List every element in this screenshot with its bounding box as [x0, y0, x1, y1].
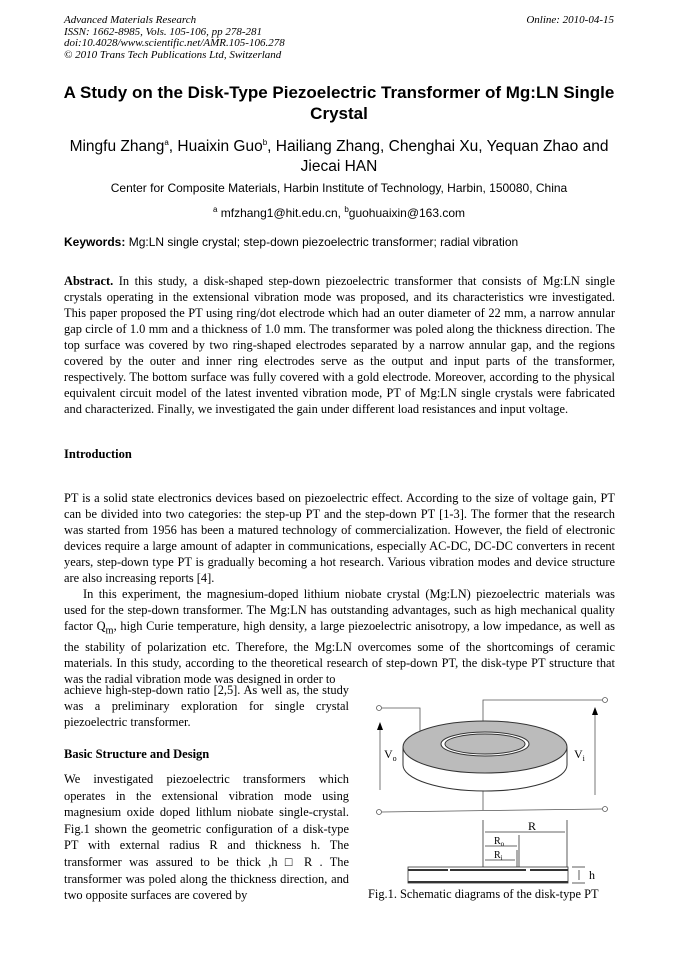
doi: doi:10.4028/www.scientific.net/AMR.105-106.278: [64, 37, 285, 49]
abstract: [64, 273, 615, 417]
text: In this experiment, the magnesium-doped lithium niobate crystal (Mg:LN) piezoelectric materials was used for the step-down transformer. The Mg:LN has outstanding advantages, such as high mechanical quality factor Q: [64, 587, 615, 633]
keywords-label: Keywords:: [64, 235, 126, 249]
paper-title: A Study on the Disk-Type Piezoelectric Transformer of Mg:LN Single Crystal: [63, 83, 615, 123]
keywords-text: Mg:LN single crystal; step-down piezoelectric transformer; radial vibration: [125, 235, 519, 249]
journal-name: Advanced Materials Research: [64, 14, 197, 26]
vi-label: $V_i$: [574, 747, 585, 763]
journal-header: [64, 15, 285, 61]
vo-label: $V_o$: [384, 747, 397, 763]
emails: [50, 199, 628, 224]
author: , Huaixin Guo: [168, 138, 263, 156]
intro-paragraph-2-cont: achieve high-step-down ratio [2,5]. As well as, the study was a preliminary exploration for single crystal piezoelectric transformer.: [64, 683, 349, 729]
email-sup: b: [344, 205, 349, 214]
author-sup: b: [262, 138, 268, 147]
keywords: [64, 235, 518, 249]
h-label: h: [589, 868, 595, 882]
affiliation-block: [50, 177, 628, 224]
r-label: R: [528, 819, 537, 833]
email-sup: a: [212, 205, 218, 214]
intro-paragraph-1: PT is a solid state electronics devices based on piezoelectric effect. According to the size of voltage gain, PT can be divided into two categories: the step-up PT and the step-down PT [1-3]. The former that the research was started from 1956 has been a matured technology of commercialization. However, the field of electronic devices require a large amount of adapter in communications, especially AC-DC, DC-DC converters in recent years, step-down type PT is gradually becoming a hot research. Various vibration modes and device structure are also increasing reports [4].: [64, 491, 615, 585]
author-list: , Hailiang Zhang, Chenghai Xu, Yequan Zhao and Jiecai HAN: [267, 138, 609, 176]
intro-paragraph-2: [64, 586, 615, 687]
online-date: Online: 2010-04-15: [526, 14, 614, 26]
abstract-text: In this study, a disk-shaped step-down piezoelectric transformer that consists of Mg:LN single crystals operating in the extensional vibration mode was proposed, and its characteristics wre investigated. This paper proposed the PT using ring/dot electrode which had an outer diameter of 22 mm, a narrow annular gap circle of 1.0 mm and a thickness of 1.0 mm. The transformer was poled along the thickness direction. The top surface was covered by two ring-shaped electrodes separated by a narrow annular gap, and the regions covered by the outer and inner ring electrodes serve as the output and input parts of the transformer, respectively. The bottom surface was fully covered with a gold electrode. Moreover, according to the physical equivalent circuit model of the latest invented vibration mode, PT of Mg:LN single crystals were fabricated and characterized. Finally, we investigated the gain under different load resistances and input voltage.: [64, 274, 615, 416]
ri-label: $R_i$: [494, 850, 503, 862]
abstract-label: Abstract.: [64, 274, 114, 288]
issn: ISSN: 1662-8985, Vols. 105-106, pp 278-281: [64, 25, 262, 38]
affiliation: Center for Composite Materials, Harbin Institute of Technology, Harbin, 150080, China: [110, 181, 568, 195]
basic-paragraph: We investigated piezoelectric transformers which operates in the extensional vibration mode using magnesium oxide doped lithlum niobate single-crystal. Fig.1 shown the geometric configuration of a disk-type PT with external radius R and thickness h. The transformer was assured to be thick ,h □ R . The transformer was poled along the thickness direction, and two opposite surfaces are covered by: [64, 772, 349, 903]
authors: [50, 133, 628, 177]
email[interactable]: mfzhang1@hit.edu.cn,: [217, 206, 345, 220]
arrow-icon: [592, 707, 598, 715]
ro-label: $R_o$: [494, 836, 505, 848]
author-sup: a: [164, 138, 169, 147]
figure-disk-pt-schematic: [360, 690, 620, 910]
section-heading-introduction: Introduction: [64, 447, 132, 461]
subscript: m: [105, 625, 114, 637]
figure-caption: Fig.1. Schematic diagrams of the disk-type PT: [368, 887, 599, 901]
section-heading-basic-structure: Basic Structure and Design: [64, 747, 210, 761]
text: , high Curie temperature, high density, a large piezoelectric anisotropy, a low impedance, as well as the stability of polarization etc. Therefore, the Mg:LN overcomes some of the shortcomings of ceramic materials. In this study, according to the theoretical research of step-down PT, the disk-type PT structure that was the radial vibration mode was designed in order to: [64, 619, 615, 687]
arrow-icon: [377, 722, 383, 730]
author: Mingfu Zhang: [69, 138, 165, 156]
copyright: © 2010 Trans Tech Publications Ltd, Switzerland: [64, 48, 282, 61]
email[interactable]: guohuaixin@163.com: [348, 206, 466, 220]
